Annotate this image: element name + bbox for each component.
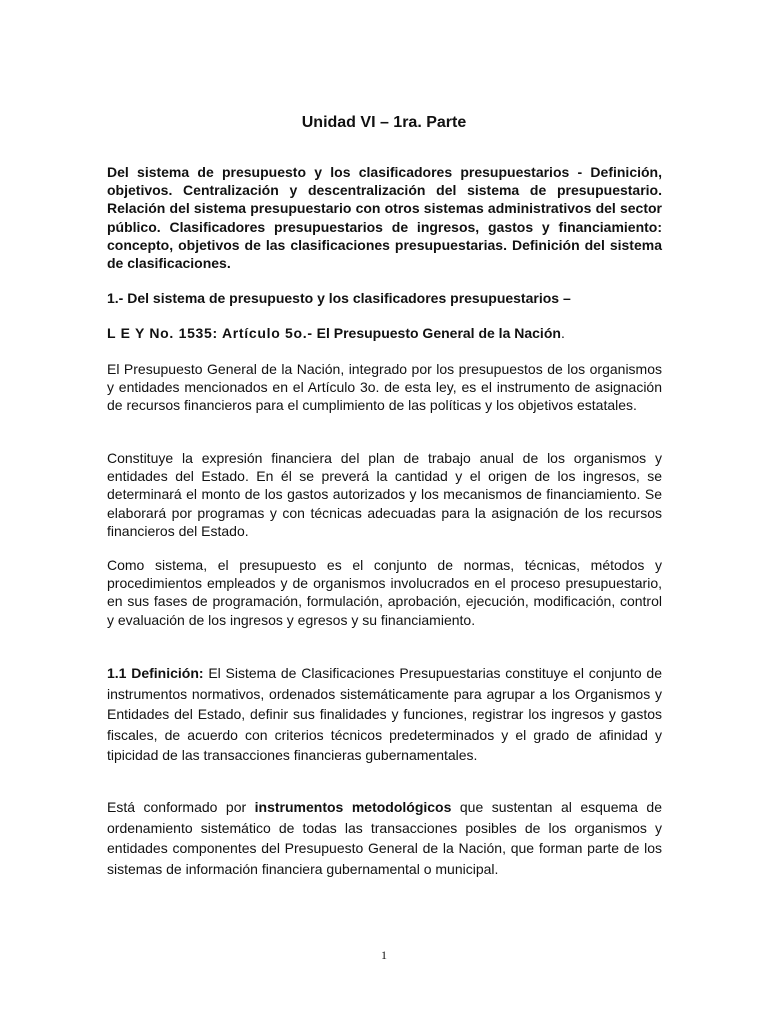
law-title: El Presupuesto General de la Nación xyxy=(316,325,561,341)
para5-end: que sustentan al esquema de ordenamiento sistemático de todas las transacciones posibles de los organismos y entidades componentes del Presupuesto General de la Nación, que forman parte de los sistemas de información financiera gubernamental o municipal. xyxy=(107,799,663,877)
intro-paragraph: Del sistema de presupuesto y los clasificadores presupuestarios - Definición, objetivos. Centralización y descentralización del sistema de presupuestario. Relación del sistema presupuestario con otros sistemas administrativos del sector público. Clasificadores presupuestarios de ingresos, gastos y financiamiento: concepto, objetivos de las clasificaciones presupuestarias. Definición del sistema de clasificaciones. xyxy=(107,164,662,272)
law-number: L E Y No. 1535: Artículo 5o.- xyxy=(107,325,313,341)
definition-text: El Sistema de Clasificaciones Presupuestarias constituye el conjunto de instrumentos normativos, ordenados sistemáticamente para agrupar a los Organismos y Entidades del Estado, definir sus finalidades y funciones, registrar los ingresos y gastos fiscales, de acuerdo con criterios técnicos predeterminados y el grado de afinidad y tipicidad de las transacciones financieras gubernamentales. xyxy=(107,665,662,764)
definition-label: 1.1 Definición: xyxy=(107,665,204,681)
page-number: 1 xyxy=(381,948,387,962)
paragraph-3: Como sistema, el presupuesto es el conjunto de normas, técnicas, métodos y procedimientos empleados y de organismos involucrados en el proceso presupuestario, en sus fases de programación, formulación, aprobación, ejecución, modificación, control y evaluación de los ingresos y egresos y su financiamiento. xyxy=(107,557,662,628)
law-heading xyxy=(107,324,662,342)
page-title: Unidad VI – 1ra. Parte xyxy=(301,114,467,131)
section-heading: 1.- Del sistema de presupuesto y los clasificadores presupuestarios – xyxy=(107,290,571,306)
para5-start: Está conformado por xyxy=(107,799,255,815)
law-period: . xyxy=(560,325,565,341)
paragraph-5 xyxy=(107,797,662,879)
para5-bold: instrumentos metodológicos xyxy=(254,799,452,815)
paragraph-2: Constituye la expresión financiera del plan de trabajo anual de los organismos y entidades del Estado. En él se preverá la cantidad y el origen de los ingresos, se determinará el monto de los gastos autorizados y los mecanismos de financiamiento. Se elaborará por programas y con técnicas adecuadas para la asignación de los recursos financieros del Estado. xyxy=(107,450,662,539)
paragraph-1: El Presupuesto General de la Nación, integrado por los presupuestos de los organismos y entidades mencionados en el Artículo 3o. de esta ley, es el instrumento de asignación de recursos financieros para el cumplimiento de las políticas y los objetivos estatales. xyxy=(107,361,662,414)
definition-paragraph xyxy=(107,663,662,766)
